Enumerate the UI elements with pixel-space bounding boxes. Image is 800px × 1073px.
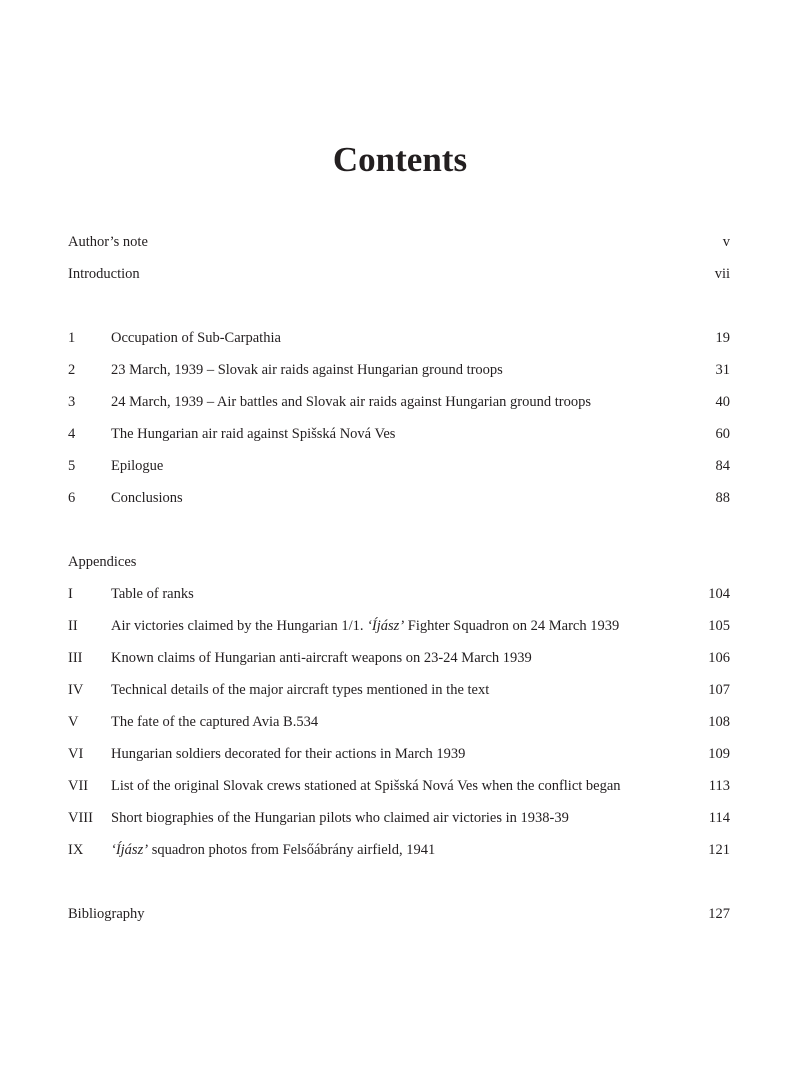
toc-entry-appendix-vi[interactable] [68, 743, 730, 765]
toc-entry-label: The Hungarian air raid against Spišská Nová Ves [111, 426, 396, 442]
toc-entry-appendix-ii[interactable] [68, 615, 730, 637]
toc-entry-number: 5 [68, 458, 76, 474]
toc-entry-number: II [68, 618, 78, 634]
toc-entry-label: Known claims of Hungarian anti-aircraft weapons on 23-24 March 1939 [111, 650, 532, 666]
toc-entry-number: VI [68, 746, 84, 762]
toc-entry-number: V [68, 714, 79, 730]
toc-entry-number: IV [68, 682, 84, 698]
toc-entry-page: 106 [708, 650, 730, 666]
toc-entry-authors-note[interactable] [68, 231, 730, 253]
toc-entry-page: 121 [708, 842, 730, 858]
toc-entry-label: Author’s note [68, 234, 148, 250]
toc-entry-appendix-v[interactable] [68, 711, 730, 733]
toc-entry-label: The fate of the captured Avia B.534 [111, 714, 319, 730]
toc-entry-page: 104 [708, 586, 730, 602]
toc-entry-appendix-viii[interactable] [68, 807, 730, 829]
toc-entry-number: 6 [68, 490, 76, 506]
toc-entry-appendix-iv[interactable] [68, 679, 730, 701]
toc-entry-appendix-vii[interactable] [68, 775, 730, 797]
toc-entry-page: 19 [715, 330, 730, 346]
toc-entry-label: 23 March, 1939 – Slovak air raids against Hungarian ground troops [111, 362, 503, 378]
toc-entry-page: 105 [708, 618, 730, 634]
page-title: Contents [332, 140, 468, 179]
toc-entry-label [111, 615, 619, 637]
toc-entry-page: 107 [708, 682, 730, 698]
toc-entry-number: I [68, 586, 73, 602]
toc-entry-label: Technical details of the major aircraft types mentioned in the text [111, 682, 490, 698]
toc-entry-number: 1 [68, 330, 76, 346]
toc-entry-page: 109 [708, 746, 730, 762]
toc-entry-number: 3 [68, 394, 76, 410]
toc-entry-label [111, 839, 435, 861]
toc-entry-number: 2 [68, 362, 76, 378]
toc-entry-label: Table of ranks [111, 586, 194, 602]
toc-entry-page: 40 [715, 394, 730, 410]
toc-entry-appendix-iii[interactable] [68, 647, 730, 669]
toc-entry-number: VII [68, 778, 89, 794]
toc-entry-page: vii [714, 266, 730, 282]
toc-entry-page: 84 [715, 458, 730, 474]
toc-entry-page: 127 [708, 906, 730, 922]
toc-entry-bibliography[interactable] [68, 903, 730, 925]
label-italic-text: ‘Íjász’ [367, 618, 405, 634]
toc-entry-chapter-2[interactable] [68, 359, 730, 381]
toc-entry-page: 31 [715, 362, 730, 378]
toc-entry-label: List of the original Slovak crews stationed at Spišská Nová Ves when the conflict began [111, 778, 621, 794]
toc-entry-page: v [722, 234, 730, 250]
label-italic-text: ‘Íjász’ [111, 842, 149, 858]
section-heading: Appendices [68, 554, 137, 570]
toc-entry-label: Short biographies of the Hungarian pilots who claimed air victories in 1938-39 [111, 810, 569, 826]
label-text: Fighter Squadron on 24 March 1939 [404, 618, 620, 634]
toc-entry-label: Hungarian soldiers decorated for their actions in March 1939 [111, 746, 466, 762]
toc-entry-number: VIII [68, 810, 93, 826]
toc-entry-chapter-4[interactable] [68, 423, 730, 445]
toc-entry-chapter-3[interactable] [68, 391, 730, 413]
toc-entry-label: Introduction [68, 266, 140, 282]
toc-entry-number: IX [68, 842, 84, 858]
toc-entry-label: 24 March, 1939 – Air battles and Slovak air raids against Hungarian ground troops [111, 394, 592, 410]
toc-entry-introduction[interactable] [68, 263, 730, 285]
toc-entry-chapter-5[interactable] [68, 455, 730, 477]
toc-entry-appendix-i[interactable] [68, 583, 730, 605]
toc-entry-label: Occupation of Sub-Carpathia [111, 330, 281, 346]
label-text: squadron photos from Felsőábrány airfield, 1941 [148, 842, 436, 858]
toc-entry-appendix-ix[interactable] [68, 839, 730, 861]
toc-entry-label: Conclusions [111, 490, 183, 506]
toc-entry-label: Bibliography [68, 906, 145, 922]
toc-entry-page: 88 [715, 490, 730, 506]
appendices-heading [68, 551, 730, 573]
toc-entry-number: III [68, 650, 83, 666]
toc-entry-page: 114 [708, 810, 730, 826]
toc-entry-page: 113 [708, 778, 730, 794]
toc-entry-page: 108 [708, 714, 730, 730]
label-text: Air victories claimed by the Hungarian 1/1. [111, 618, 368, 634]
toc-entry-chapter-1[interactable] [68, 327, 730, 349]
toc-entry-chapter-6[interactable] [68, 487, 730, 509]
toc-entry-number: 4 [68, 426, 76, 442]
toc-entry-label: Epilogue [111, 458, 164, 474]
toc-entry-page: 60 [715, 426, 730, 442]
